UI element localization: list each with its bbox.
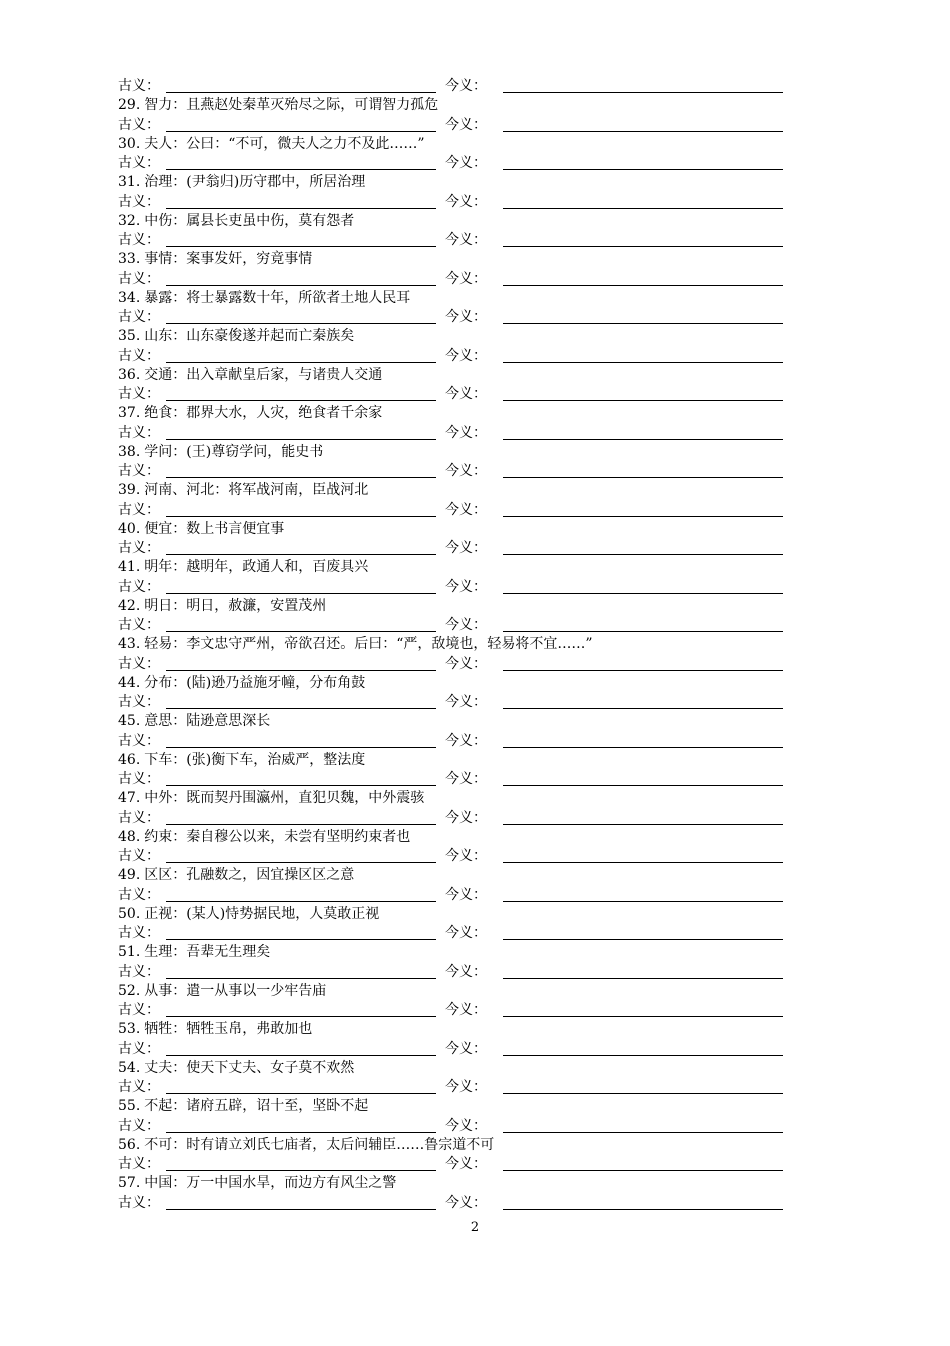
modern-meaning-blank[interactable] (503, 1016, 783, 1017)
answer-row (118, 154, 788, 173)
question-sentence: 秦自穆公以来，未尝有坚明约束者也 (186, 828, 411, 845)
question-number: 54. (118, 1059, 141, 1076)
answer-row (118, 809, 788, 828)
question-number: 31. (118, 174, 141, 191)
ancient-meaning-label: 古义： (118, 193, 160, 210)
answer-row (118, 270, 788, 289)
question-number: 42. (118, 597, 141, 614)
ancient-meaning-blank[interactable] (166, 978, 436, 979)
question-term: 智力： (144, 97, 187, 114)
question-number: 37. (118, 405, 141, 422)
question-line (118, 135, 788, 154)
ancient-meaning-blank[interactable] (166, 169, 436, 170)
question-sentence: 属县长吏虽中伤，莫有怨者 (186, 212, 355, 229)
question-number: 56. (118, 1136, 141, 1153)
answer-row (118, 655, 788, 674)
question-line (118, 635, 788, 654)
question-term: 治理： (144, 174, 187, 191)
question-sentence: 且燕赵处秦革灭殆尽之际，可谓智力孤危 (186, 97, 439, 114)
question-line (118, 828, 788, 847)
modern-meaning-blank[interactable] (503, 1209, 783, 1210)
question-sentence: 诸府五辟，诏十至，坚卧不起 (186, 1098, 369, 1115)
modern-meaning-blank[interactable] (503, 978, 783, 979)
modern-meaning-label: 今义： (445, 1117, 487, 1134)
question-sentence: 陆逊意思深长 (186, 713, 271, 730)
modern-meaning-blank[interactable] (503, 246, 783, 247)
answer-row (118, 501, 788, 520)
question-sentence: 万一中国水旱，而边方有风尘之警 (186, 1175, 397, 1192)
modern-meaning-blank[interactable] (503, 631, 783, 632)
ancient-meaning-label: 古义： (118, 501, 160, 518)
ancient-meaning-label: 古义： (118, 1079, 160, 1095)
ancient-meaning-blank[interactable] (166, 785, 436, 786)
question-line (118, 1020, 788, 1039)
question-number: 46. (118, 751, 141, 768)
question-line (118, 481, 788, 500)
modern-meaning-blank[interactable] (503, 708, 783, 709)
question-term: 正视： (144, 905, 187, 922)
question-term: 从事： (144, 982, 187, 999)
answer-row (118, 1001, 788, 1020)
question-line (118, 173, 788, 192)
answer-row (118, 385, 788, 404)
ancient-meaning-label: 古义： (118, 809, 160, 826)
question-line (118, 443, 788, 462)
answer-row (118, 308, 788, 327)
question-number: 36. (118, 366, 141, 383)
question-line (118, 327, 788, 346)
modern-meaning-blank[interactable] (503, 92, 783, 93)
modern-meaning-blank[interactable] (503, 169, 783, 170)
answer-row (118, 77, 788, 96)
modern-meaning-blank[interactable] (503, 1170, 783, 1171)
question-term: 夫人： (144, 135, 187, 152)
modern-meaning-label: 今义： (445, 925, 487, 941)
ancient-meaning-blank[interactable] (166, 862, 436, 863)
ancient-meaning-label: 古义： (118, 540, 160, 556)
question-sentence: 孔融数之，因宜操区区之意 (186, 867, 355, 884)
ancient-meaning-blank[interactable] (166, 323, 436, 324)
question-line (118, 1174, 788, 1193)
modern-meaning-blank[interactable] (503, 670, 783, 671)
modern-meaning-blank[interactable] (503, 477, 783, 478)
ancient-meaning-label: 古义： (118, 309, 160, 325)
question-line (118, 866, 788, 885)
question-line (118, 789, 788, 808)
ancient-meaning-label: 古义： (118, 424, 160, 441)
question-line (118, 1136, 788, 1155)
modern-meaning-blank[interactable] (503, 285, 783, 286)
question-sentence: 吾辈无生理矣 (186, 944, 271, 961)
question-sentence: 数上书言便宜事 (186, 520, 285, 537)
question-line (118, 520, 788, 539)
question-number: 39. (118, 482, 141, 499)
ancient-meaning-blank[interactable] (166, 208, 436, 209)
ancient-meaning-blank[interactable] (166, 1209, 436, 1210)
modern-meaning-blank[interactable] (503, 1055, 783, 1056)
ancient-meaning-blank[interactable] (166, 477, 436, 478)
answer-row (118, 193, 788, 212)
question-term: 约束： (144, 828, 187, 845)
ancient-meaning-blank[interactable] (166, 554, 436, 555)
ancient-meaning-blank[interactable] (166, 362, 436, 363)
modern-meaning-blank[interactable] (503, 554, 783, 555)
modern-meaning-blank[interactable] (503, 862, 783, 863)
ancient-meaning-blank[interactable] (166, 747, 436, 748)
modern-meaning-blank[interactable] (503, 323, 783, 324)
question-number: 57. (118, 1175, 141, 1192)
answer-row (118, 116, 788, 135)
question-line (118, 96, 788, 115)
modern-meaning-label: 今义： (445, 270, 487, 287)
modern-meaning-label: 今义： (445, 655, 487, 672)
question-number: 33. (118, 251, 141, 268)
question-term: 中外： (144, 790, 187, 807)
ancient-meaning-blank[interactable] (166, 824, 436, 825)
ancient-meaning-blank[interactable] (166, 631, 436, 632)
answer-row (118, 886, 788, 905)
question-term: 不起： (144, 1098, 187, 1115)
ancient-meaning-label: 古义： (118, 1002, 160, 1018)
ancient-meaning-label: 古义： (118, 232, 160, 248)
modern-meaning-label: 今义： (445, 1156, 487, 1172)
question-line (118, 597, 788, 616)
ancient-meaning-label: 古义： (118, 732, 160, 749)
question-sentence: 郡界大水，人灾，绝食者千余家 (186, 405, 383, 422)
ancient-meaning-label: 古义： (118, 848, 160, 864)
question-number: 29. (118, 97, 141, 114)
ancient-meaning-blank[interactable] (166, 1055, 436, 1056)
question-sentence: 将士暴露数十年，所欲者土地人民耳 (186, 289, 411, 306)
ancient-meaning-label: 古义： (118, 386, 160, 402)
ancient-meaning-label: 古义： (118, 1156, 160, 1172)
ancient-meaning-blank[interactable] (166, 1093, 436, 1094)
modern-meaning-label: 今义： (445, 501, 487, 518)
question-term: 分布： (144, 674, 187, 691)
question-number: 32. (118, 212, 141, 229)
question-term: 学问： (144, 443, 187, 460)
modern-meaning-label: 今义： (445, 617, 487, 633)
question-sentence: 山东豪俊遂并起而亡秦族矣 (186, 328, 355, 345)
question-number: 43. (118, 636, 141, 653)
question-term: 暴露： (144, 289, 187, 306)
question-number: 50. (118, 905, 141, 922)
modern-meaning-label: 今义： (445, 1040, 487, 1057)
ancient-meaning-label: 古义： (118, 270, 160, 287)
question-line (118, 712, 788, 731)
question-term: 明年： (144, 559, 187, 576)
modern-meaning-label: 今义： (445, 578, 487, 595)
ancient-meaning-label: 古义： (118, 925, 160, 941)
question-line (118, 1059, 788, 1078)
answer-row (118, 424, 788, 443)
question-number: 53. (118, 1021, 141, 1038)
question-sentence: 李文忠守严州，帝欲召还。后曰：“严，敌境也，轻易将不宜……” (186, 636, 593, 653)
modern-meaning-label: 今义： (445, 309, 487, 325)
modern-meaning-blank[interactable] (503, 1132, 783, 1133)
question-term: 牺牲： (144, 1021, 187, 1038)
answer-row (118, 1117, 788, 1136)
modern-meaning-blank[interactable] (503, 1093, 783, 1094)
ancient-meaning-blank[interactable] (166, 593, 436, 594)
ancient-meaning-blank[interactable] (166, 939, 436, 940)
answer-row (118, 963, 788, 982)
answer-row (118, 847, 788, 866)
question-number: 35. (118, 328, 141, 345)
modern-meaning-label: 今义： (445, 193, 487, 210)
modern-meaning-blank[interactable] (503, 400, 783, 401)
modern-meaning-label: 今义： (445, 540, 487, 556)
question-line (118, 558, 788, 577)
ancient-meaning-blank[interactable] (166, 1016, 436, 1017)
question-term: 下车： (144, 751, 187, 768)
question-sentence: (张)衡下车，治威严，整法度 (186, 751, 366, 768)
question-sentence: 越明年，政通人和，百废具兴 (186, 559, 369, 576)
ancient-meaning-label: 古义： (118, 155, 160, 171)
question-line (118, 674, 788, 693)
question-term: 不可： (144, 1136, 187, 1153)
modern-meaning-blank[interactable] (503, 516, 783, 517)
answer-row (118, 732, 788, 751)
ancient-meaning-blank[interactable] (166, 246, 436, 247)
answer-row (118, 1155, 788, 1174)
question-sentence: (陆)逊乃益施牙幢，分布角鼓 (186, 674, 366, 691)
modern-meaning-blank[interactable] (503, 785, 783, 786)
question-sentence: 公曰：“不可，微夫人之力不及此……” (186, 135, 425, 152)
question-term: 河南、河北： (144, 482, 229, 499)
answer-row (118, 578, 788, 597)
modern-meaning-label: 今义： (445, 232, 487, 248)
modern-meaning-label: 今义： (445, 78, 487, 94)
question-line (118, 751, 788, 770)
question-number: 48. (118, 828, 141, 845)
question-term: 中国： (144, 1175, 187, 1192)
answer-row (118, 1078, 788, 1097)
ancient-meaning-blank[interactable] (166, 1132, 436, 1133)
ancient-meaning-label: 古义： (118, 694, 160, 710)
modern-meaning-blank[interactable] (503, 939, 783, 940)
modern-meaning-label: 今义： (445, 694, 487, 710)
modern-meaning-label: 今义： (445, 1194, 487, 1211)
ancient-meaning-blank[interactable] (166, 285, 436, 286)
question-term: 区区： (144, 867, 187, 884)
question-line (118, 366, 788, 385)
question-line (118, 404, 788, 423)
question-term: 意思： (144, 713, 187, 730)
ancient-meaning-blank[interactable] (166, 131, 436, 132)
modern-meaning-blank[interactable] (503, 901, 783, 902)
question-term: 事情： (144, 251, 187, 268)
modern-meaning-label: 今义： (445, 771, 487, 787)
ancient-meaning-label: 古义： (118, 963, 160, 980)
question-number: 45. (118, 713, 141, 730)
question-sentence: 使天下丈夫、女子莫不欢然 (186, 1059, 355, 1076)
question-sentence: 时有请立刘氏七庙者，太后问辅臣……鲁宗道不可 (186, 1136, 495, 1153)
question-sentence: 明日，赦濂，安置茂州 (186, 597, 327, 614)
question-term: 便宜： (144, 520, 187, 537)
modern-meaning-blank[interactable] (503, 439, 783, 440)
question-line (118, 250, 788, 269)
modern-meaning-blank[interactable] (503, 208, 783, 209)
question-term: 丈夫： (144, 1059, 187, 1076)
modern-meaning-label: 今义： (445, 732, 487, 749)
question-sentence: 牺牲玉帛，弗敢加也 (186, 1021, 313, 1038)
ancient-meaning-label: 古义： (118, 463, 160, 479)
question-number: 52. (118, 982, 141, 999)
ancient-meaning-label: 古义： (118, 578, 160, 595)
question-sentence: 将军战河南，臣战河北 (228, 482, 369, 499)
question-sentence: 案事发奸，穷竟事情 (186, 251, 313, 268)
answer-row (118, 693, 788, 712)
ancient-meaning-blank[interactable] (166, 901, 436, 902)
ancient-meaning-blank[interactable] (166, 670, 436, 671)
answer-row (118, 231, 788, 250)
modern-meaning-label: 今义： (445, 386, 487, 402)
question-number: 38. (118, 443, 141, 460)
answer-row (118, 347, 788, 366)
modern-meaning-label: 今义： (445, 963, 487, 980)
question-sentence: 既而契丹围瀛州，直犯贝魏，中外震骇 (186, 790, 425, 807)
question-term: 中伤： (144, 212, 187, 229)
modern-meaning-label: 今义： (445, 848, 487, 864)
question-line (118, 289, 788, 308)
answer-row (118, 616, 788, 635)
answer-row (118, 539, 788, 558)
question-sentence: 出入章献皇后家，与诸贵人交通 (186, 366, 383, 383)
question-term: 山东： (144, 328, 187, 345)
modern-meaning-label: 今义： (445, 1002, 487, 1018)
question-line (118, 212, 788, 231)
ancient-meaning-label: 古义： (118, 771, 160, 787)
modern-meaning-blank[interactable] (503, 593, 783, 594)
modern-meaning-blank[interactable] (503, 824, 783, 825)
answer-row (118, 1040, 788, 1059)
question-sentence: (王)尊窃学问，能史书 (186, 443, 324, 460)
question-line (118, 943, 788, 962)
page-number: 2 (470, 1220, 480, 1235)
answer-row (118, 924, 788, 943)
modern-meaning-label: 今义： (445, 463, 487, 479)
answer-row (118, 1194, 788, 1213)
ancient-meaning-label: 古义： (118, 1117, 160, 1134)
question-term: 绝食： (144, 405, 187, 422)
ancient-meaning-label: 古义： (118, 655, 160, 672)
question-line (118, 982, 788, 1001)
worksheet-content (118, 77, 788, 1213)
modern-meaning-label: 今义： (445, 155, 487, 171)
answer-row (118, 770, 788, 789)
question-term: 交通： (144, 366, 187, 383)
ancient-meaning-label: 古义： (118, 617, 160, 633)
question-number: 49. (118, 867, 141, 884)
question-line (118, 1097, 788, 1116)
ancient-meaning-blank[interactable] (166, 516, 436, 517)
question-number: 30. (118, 135, 141, 152)
question-number: 34. (118, 289, 141, 306)
question-number: 44. (118, 674, 141, 691)
ancient-meaning-blank[interactable] (166, 439, 436, 440)
modern-meaning-label: 今义： (445, 116, 487, 133)
answer-row (118, 462, 788, 481)
question-number: 55. (118, 1098, 141, 1115)
ancient-meaning-blank[interactable] (166, 92, 436, 93)
modern-meaning-label: 今义： (445, 347, 487, 364)
question-number: 51. (118, 944, 141, 961)
question-number: 47. (118, 790, 141, 807)
question-sentence: (某人)恃势据民地，人莫敢正视 (186, 905, 380, 922)
question-sentence: 遣一从事以一少牢告庙 (186, 982, 327, 999)
modern-meaning-blank[interactable] (503, 362, 783, 363)
ancient-meaning-label: 古义： (118, 1040, 160, 1057)
question-number: 40. (118, 520, 141, 537)
question-sentence: (尹翁归)历守郡中，所居治理 (186, 174, 366, 191)
question-term: 明日： (144, 597, 187, 614)
ancient-meaning-blank[interactable] (166, 1170, 436, 1171)
question-line (118, 905, 788, 924)
question-number: 41. (118, 559, 141, 576)
question-term: 生理： (144, 944, 187, 961)
ancient-meaning-label: 古义： (118, 1194, 160, 1211)
ancient-meaning-label: 古义： (118, 886, 160, 903)
ancient-meaning-blank[interactable] (166, 400, 436, 401)
modern-meaning-label: 今义： (445, 886, 487, 903)
question-term: 轻易： (144, 636, 187, 653)
modern-meaning-blank[interactable] (503, 131, 783, 132)
modern-meaning-label: 今义： (445, 1079, 487, 1095)
modern-meaning-blank[interactable] (503, 747, 783, 748)
ancient-meaning-label: 古义： (118, 347, 160, 364)
modern-meaning-label: 今义： (445, 424, 487, 441)
ancient-meaning-label: 古义： (118, 116, 160, 133)
ancient-meaning-label: 古义： (118, 78, 160, 94)
modern-meaning-label: 今义： (445, 809, 487, 826)
ancient-meaning-blank[interactable] (166, 708, 436, 709)
